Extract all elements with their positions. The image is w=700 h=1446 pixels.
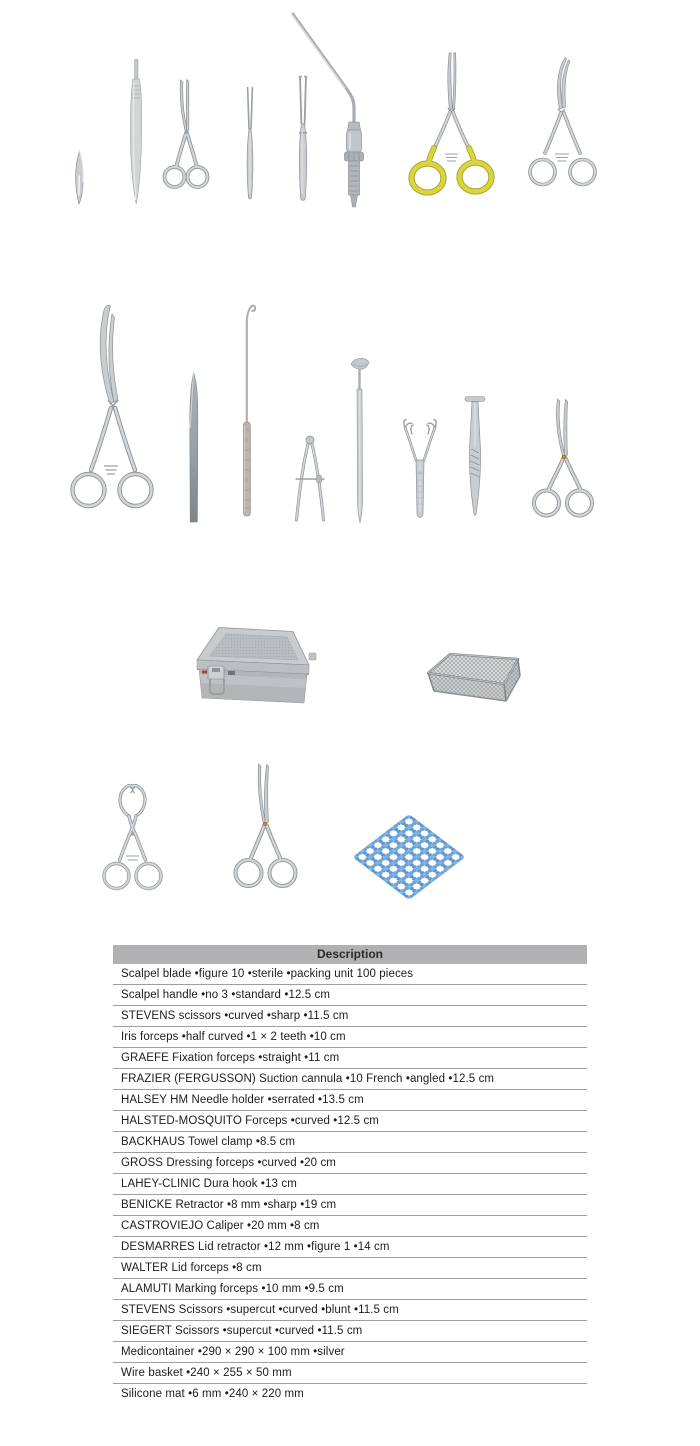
gross-dressing-forceps-image [64, 298, 158, 525]
scalpel-blade-image [72, 150, 86, 205]
scalpel-handle-image [128, 58, 144, 205]
table-row: Silicone mat •6 mm •240 × 220 mm [121, 1388, 304, 1400]
lahey-clinic-dura-hook-icon [238, 300, 256, 522]
halsey-needle-holder-image [403, 50, 499, 206]
table-row: SIEGERT Scissors •supercut •curved •11.5 cm [113, 1321, 587, 1342]
wire-basket-icon [418, 643, 528, 712]
table-row: LAHEY-CLINIC Dura hook •13 cm [113, 1174, 587, 1195]
scalpel-blade-icon [72, 150, 86, 205]
siegert-scissors-icon [228, 760, 300, 900]
silicone-mat-image [350, 812, 468, 903]
table-row: BENICKE Retractor •8 mm •sharp •19 cm [113, 1195, 587, 1216]
halsey-needle-holder-icon [403, 50, 499, 206]
table-body [113, 964, 587, 1404]
table-row: Medicontainer •290 × 290 × 100 mm •silver [113, 1342, 587, 1363]
table-row: BACKHAUS Towel clamp •8.5 cm [113, 1132, 587, 1153]
table-row: Scalpel handle •no 3 •standard •12.5 cm [113, 985, 587, 1006]
table-row: Iris forceps •half curved •1 × 2 teeth •10 cm [113, 1027, 587, 1048]
description-table [113, 945, 587, 1404]
stevens-scissors-image [160, 75, 212, 203]
benicke-retractor-image [185, 370, 202, 525]
stevens-supercut-scissors-icon [524, 395, 602, 528]
gross-dressing-forceps-icon [64, 298, 158, 525]
table-row: WALTER Lid forceps •8 cm [113, 1258, 587, 1279]
castroviejo-caliper-image [290, 432, 330, 525]
siegert-scissors-image [228, 760, 300, 900]
table-row: GROSS Dressing forceps •curved •20 cm [113, 1153, 587, 1174]
table-row: Scalpel blade •figure 10 •sterile •packing unit 100 pieces [113, 964, 587, 985]
table-row: FRAZIER (FERGUSSON) Suction cannula •10 French •angled •12.5 cm [113, 1069, 587, 1090]
frazier-suction-cannula-icon [288, 10, 378, 210]
desmarres-lid-retractor-icon [348, 355, 372, 527]
table-row: STEVENS Scissors •supercut •curved •blunt •11.5 cm [113, 1300, 587, 1321]
backhaus-towel-clamp-icon [93, 780, 172, 902]
halsted-mosquito-forceps-icon [521, 53, 600, 202]
walter-lid-forceps-image [395, 418, 445, 525]
iris-forceps-image [240, 85, 260, 201]
scalpel-handle-icon [128, 58, 144, 205]
desmarres-lid-retractor-image [348, 355, 372, 527]
silicone-mat-icon [350, 812, 468, 903]
stevens-supercut-scissors-image [524, 395, 602, 528]
table-row: HALSTED-MOSQUITO Forceps •curved •12.5 cm [113, 1111, 587, 1132]
alamuti-marking-forceps-icon [460, 395, 490, 522]
halsted-mosquito-forceps-image [521, 53, 600, 202]
walter-lid-forceps-icon [395, 418, 445, 525]
stevens-scissors-icon [160, 75, 212, 203]
benicke-retractor-icon [185, 370, 202, 525]
iris-forceps-icon [240, 85, 260, 201]
backhaus-towel-clamp-image [93, 780, 172, 902]
castroviejo-caliper-icon [290, 432, 330, 525]
medicontainer-image [188, 622, 320, 715]
frazier-suction-cannula-image [288, 10, 378, 210]
table-row: CASTROVIEJO Caliper •20 mm •8 cm [113, 1216, 587, 1237]
wire-basket-image [418, 643, 528, 712]
table-row: Wire basket •240 × 255 × 50 mm [113, 1363, 587, 1384]
table-row: HALSEY HM Needle holder •serrated •13.5 cm [113, 1090, 587, 1111]
lahey-clinic-dura-hook-image [238, 300, 256, 522]
table-row: STEVENS scissors •curved •sharp •11.5 cm [113, 1006, 587, 1027]
table-header: Description [113, 945, 587, 964]
medicontainer-icon [188, 622, 320, 715]
table-row: ALAMUTI Marking forceps •10 mm •9.5 cm [113, 1279, 587, 1300]
table-row: DESMARRES Lid retractor •12 mm •figure 1 •14 cm [113, 1237, 587, 1258]
table-row: GRAEFE Fixation forceps •straight •11 cm [113, 1048, 587, 1069]
alamuti-marking-forceps-image [460, 395, 490, 522]
